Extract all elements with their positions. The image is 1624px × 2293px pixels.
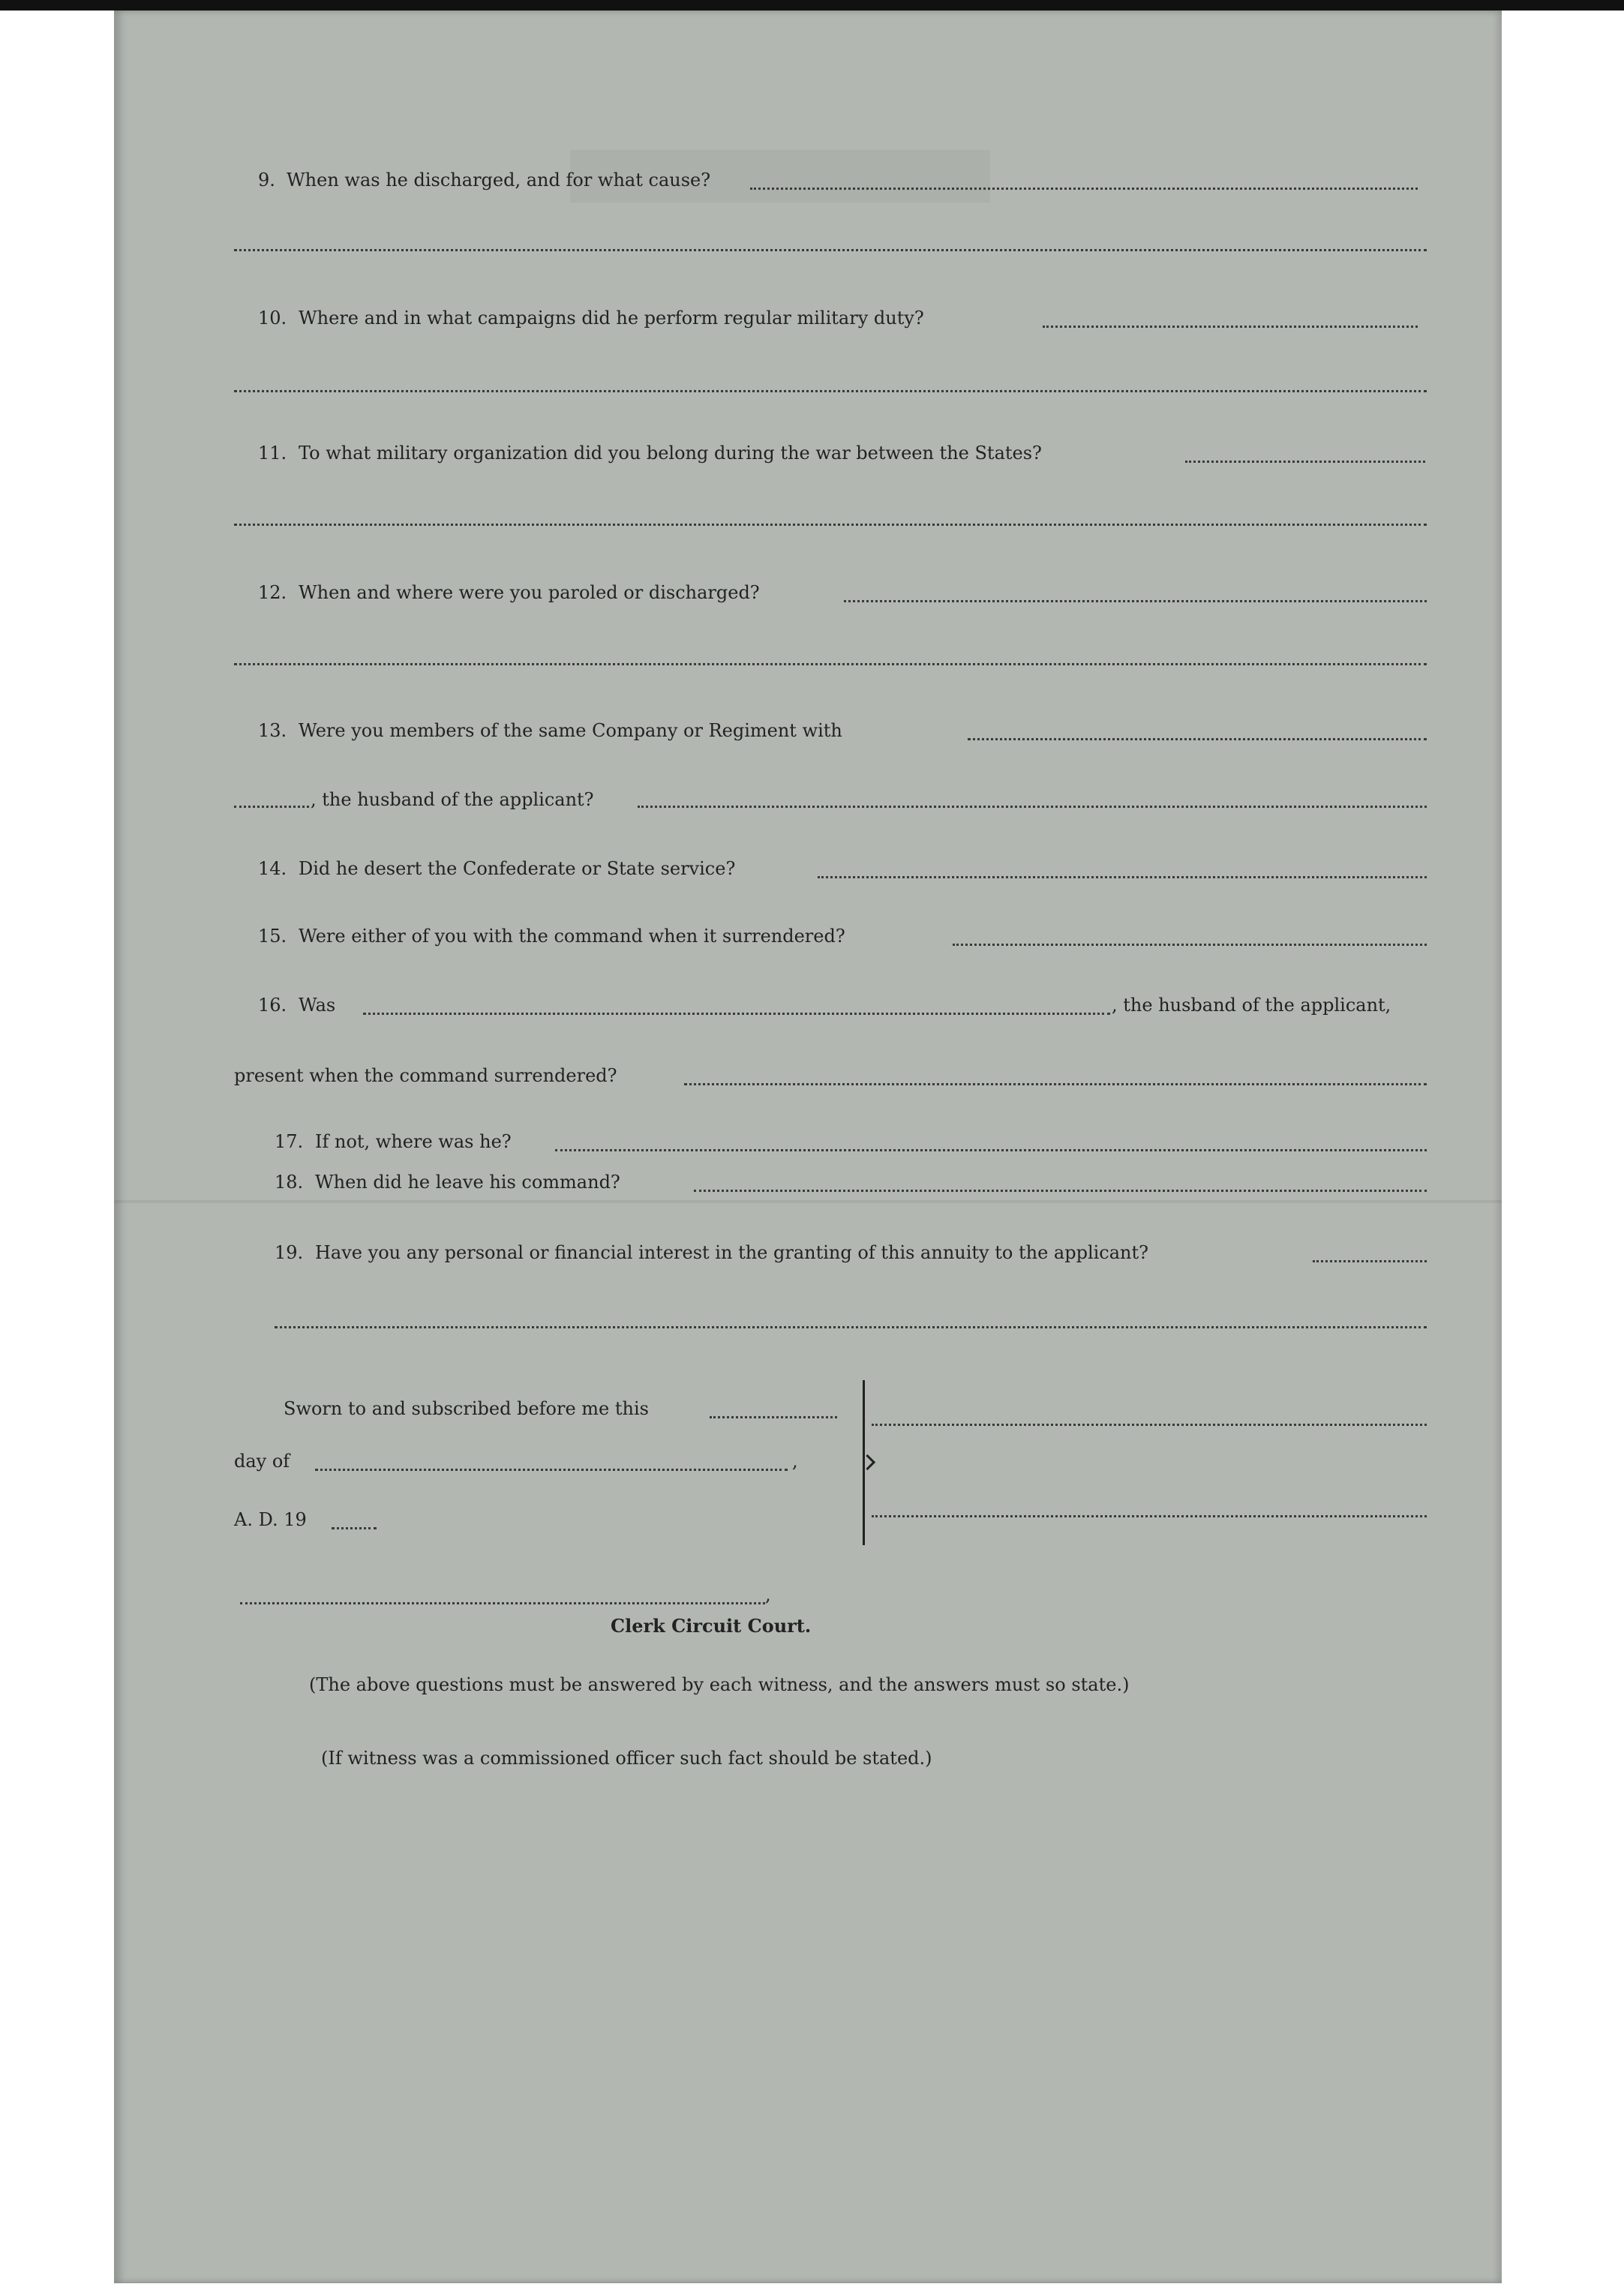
- signature-bracket: [846, 1380, 865, 1545]
- question-15-text: Were either of you with the command when it surrendered?: [299, 926, 845, 947]
- answer-line: [750, 188, 1418, 190]
- question-17-text: If not, where was he?: [315, 1131, 512, 1152]
- note-answers-each-witness: (The above questions must be answered by each witness, and the answers must so state.): [309, 1674, 1130, 1695]
- page-fold: [114, 1200, 1502, 1203]
- question-19-number: 19.: [275, 1242, 304, 1263]
- note-commissioned-officer: (If witness was a commissioned officer such fact should be stated.): [321, 1748, 932, 1769]
- answer-line: [1185, 461, 1425, 463]
- jurat-month-line: [315, 1469, 788, 1471]
- answer-line: [234, 663, 1427, 665]
- question-13-number: 13.: [258, 720, 287, 741]
- question-12-text: When and where were you paroled or discharged?: [299, 582, 760, 603]
- answer-line: [1043, 326, 1418, 328]
- answer-line: [234, 249, 1427, 251]
- witness-signature-line: [872, 1424, 1427, 1426]
- jurat-date-line: [710, 1416, 837, 1418]
- question-14-number: 14.: [258, 858, 287, 879]
- question-13-text: Were you members of the same Company or Regiment with: [299, 720, 842, 741]
- scan-edge: [0, 0, 1624, 11]
- answer-line: [818, 876, 1427, 878]
- question-17-number: 17.: [275, 1131, 304, 1152]
- jurat-year: A. D. 19: [234, 1509, 307, 1530]
- answer-line: [363, 1013, 1110, 1015]
- question-12-number: 12.: [258, 582, 287, 603]
- clerk-signature-line: [240, 1602, 765, 1604]
- answer-line: [275, 1326, 1427, 1328]
- question-16-text: Was: [299, 995, 336, 1016]
- question-16-continuation: present when the command surrendered?: [234, 1065, 617, 1086]
- jurat-sworn-text: Sworn to and subscribed before me this: [284, 1398, 649, 1419]
- witness-signature-line: [872, 1515, 1427, 1517]
- question-10-text: Where and in what campaigns did he perform regular military duty?: [299, 308, 924, 329]
- question-19-text: Have you any personal or financial interest in the granting of this annuity to the applicant?: [315, 1242, 1149, 1263]
- answer-line: [1313, 1260, 1427, 1262]
- question-18-text: When did he leave his command?: [315, 1172, 620, 1193]
- clerk-circuit-court: Clerk Circuit Court.: [611, 1615, 812, 1637]
- question-15-number: 15.: [258, 926, 287, 947]
- question-11-number: 11.: [258, 443, 287, 464]
- question-13-continuation: , the husband of the applicant?: [311, 789, 594, 810]
- answer-line: [555, 1149, 1427, 1151]
- question-18-number: 18.: [275, 1172, 304, 1193]
- answer-line: [234, 524, 1427, 526]
- answer-line: [684, 1083, 1427, 1085]
- answer-line: [638, 806, 1427, 808]
- answer-line: [844, 600, 1427, 602]
- question-9-text: When was he discharged, and for what cause?: [287, 170, 711, 191]
- jurat-day-comma: ,: [792, 1451, 798, 1472]
- answer-line: [694, 1190, 1427, 1192]
- question-10-number: 10.: [258, 308, 287, 329]
- answer-line: [234, 806, 309, 808]
- jurat-year-line: [332, 1527, 377, 1529]
- question-16-number: 16.: [258, 995, 287, 1016]
- question-16-suffix: , the husband of the applicant,: [1112, 995, 1391, 1016]
- answer-line: [968, 738, 1427, 740]
- answer-line: [234, 390, 1427, 392]
- question-14-text: Did he desert the Confederate or State service?: [299, 858, 736, 879]
- clerk-signature-comma: ,: [765, 1584, 771, 1605]
- answer-line: [953, 944, 1427, 946]
- jurat-day-of: day of: [234, 1451, 290, 1472]
- question-9-number: 9.: [258, 170, 275, 191]
- question-11-text: To what military organization did you belong during the war between the States?: [299, 443, 1042, 464]
